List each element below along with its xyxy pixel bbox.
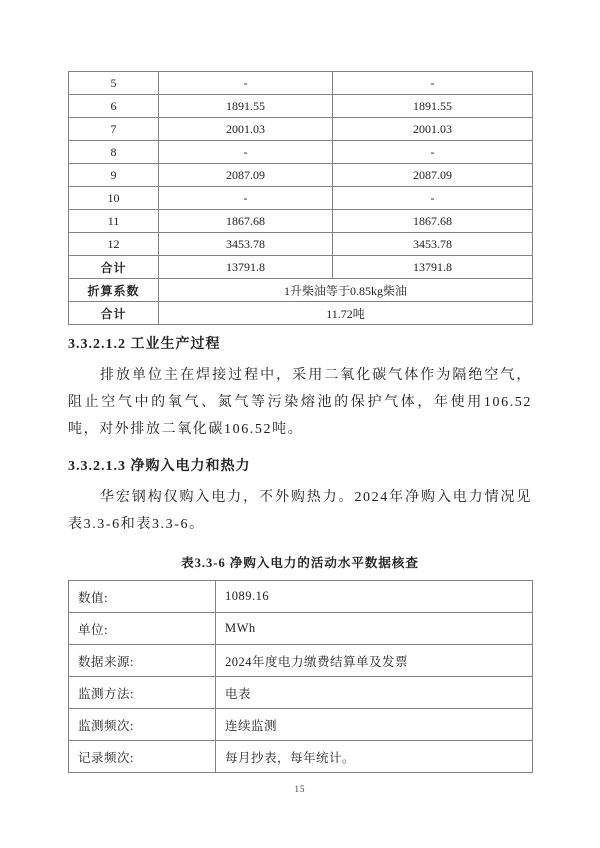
table-row-conversion-factor <box>69 279 533 302</box>
field-value-cell: 1089.16 <box>216 581 533 613</box>
field-label-cell: 记录频次: <box>69 741 216 773</box>
table-row <box>69 164 533 187</box>
value-cell: - <box>333 141 533 164</box>
paragraph-purchased-electricity: 华宏钢构仅购入电力，不外购热力。2024年净购入电力情况见表3.3-6和表3.3-6。 <box>68 490 532 532</box>
month-cell: 8 <box>69 141 159 164</box>
grand-total-label-cell: 合计 <box>69 302 159 325</box>
conversion-label-cell: 折算系数 <box>69 279 159 302</box>
table-row <box>69 118 533 141</box>
diesel-consumption-table <box>68 71 533 325</box>
value-cell: 2001.03 <box>333 118 533 141</box>
value-cell: 1891.55 <box>159 95 333 118</box>
month-cell: 11 <box>69 210 159 233</box>
value-cell: 1867.68 <box>333 210 533 233</box>
table-row <box>69 95 533 118</box>
value-cell: 1867.68 <box>159 210 333 233</box>
section-heading-industrial-process: 3.3.2.1.2 工业生产过程 <box>68 337 221 352</box>
total-label-cell: 合计 <box>69 256 159 279</box>
field-label-cell: 监测方法: <box>69 677 216 709</box>
value-cell: 1891.55 <box>333 95 533 118</box>
month-cell: 7 <box>69 118 159 141</box>
table-row <box>69 645 533 677</box>
month-cell: 12 <box>69 233 159 256</box>
grand-total-value-cell: 11.72吨 <box>159 302 533 325</box>
value-cell: 13791.8 <box>159 256 333 279</box>
value-cell: 2001.03 <box>159 118 333 141</box>
value-cell: 2087.09 <box>159 164 333 187</box>
electricity-activity-data-table <box>68 580 533 773</box>
table-row <box>69 141 533 164</box>
page-content <box>68 0 532 773</box>
table-row <box>69 613 533 645</box>
table-row-total <box>69 256 533 279</box>
page-number: 15 <box>294 784 306 794</box>
month-cell: 9 <box>69 164 159 187</box>
table-row <box>69 187 533 210</box>
month-cell: 5 <box>69 72 159 95</box>
conversion-value-cell: 1升柴油等于0.85kg柴油 <box>159 279 533 302</box>
value-cell: 13791.8 <box>333 256 533 279</box>
field-value-cell: 2024年度电力缴费结算单及发票 <box>216 645 533 677</box>
value-cell: - <box>333 187 533 210</box>
table-row <box>69 677 533 709</box>
month-cell: 6 <box>69 95 159 118</box>
field-label-cell: 数据来源: <box>69 645 216 677</box>
field-label-cell: 数值: <box>69 581 216 613</box>
field-value-cell: 连续监测 <box>216 709 533 741</box>
value-cell: 2087.09 <box>333 164 533 187</box>
table-row-grand-total <box>69 302 533 325</box>
value-cell: - <box>159 72 333 95</box>
table-caption: 表3.3-6 净购入电力的活动水平数据核查 <box>181 556 419 570</box>
value-cell: - <box>333 72 533 95</box>
table-row <box>69 741 533 773</box>
value-cell: 3453.78 <box>333 233 533 256</box>
table-row <box>69 210 533 233</box>
table-row <box>69 72 533 95</box>
field-value-cell: MWh <box>216 613 533 645</box>
table-row <box>69 233 533 256</box>
paragraph-industrial-process: 排放单位主在焊接过程中，采用二氧化碳气体作为隔绝空气，阻止空气中的氧气、氮气等污染熔池的保护气体，年使用106.52吨，对外排放二氧化碳106.52吨。 <box>68 368 532 437</box>
month-cell: 10 <box>69 187 159 210</box>
field-label-cell: 监测频次: <box>69 709 216 741</box>
section-heading-purchased-electricity: 3.3.2.1.3 净购入电力和热力 <box>68 459 251 474</box>
table-row <box>69 581 533 613</box>
field-label-cell: 单位: <box>69 613 216 645</box>
value-cell: - <box>159 187 333 210</box>
field-value-cell: 电表 <box>216 677 533 709</box>
value-cell: 3453.78 <box>159 233 333 256</box>
table-row <box>69 709 533 741</box>
field-value-cell: 每月抄表，每年统计。 <box>216 741 533 773</box>
value-cell: - <box>159 141 333 164</box>
